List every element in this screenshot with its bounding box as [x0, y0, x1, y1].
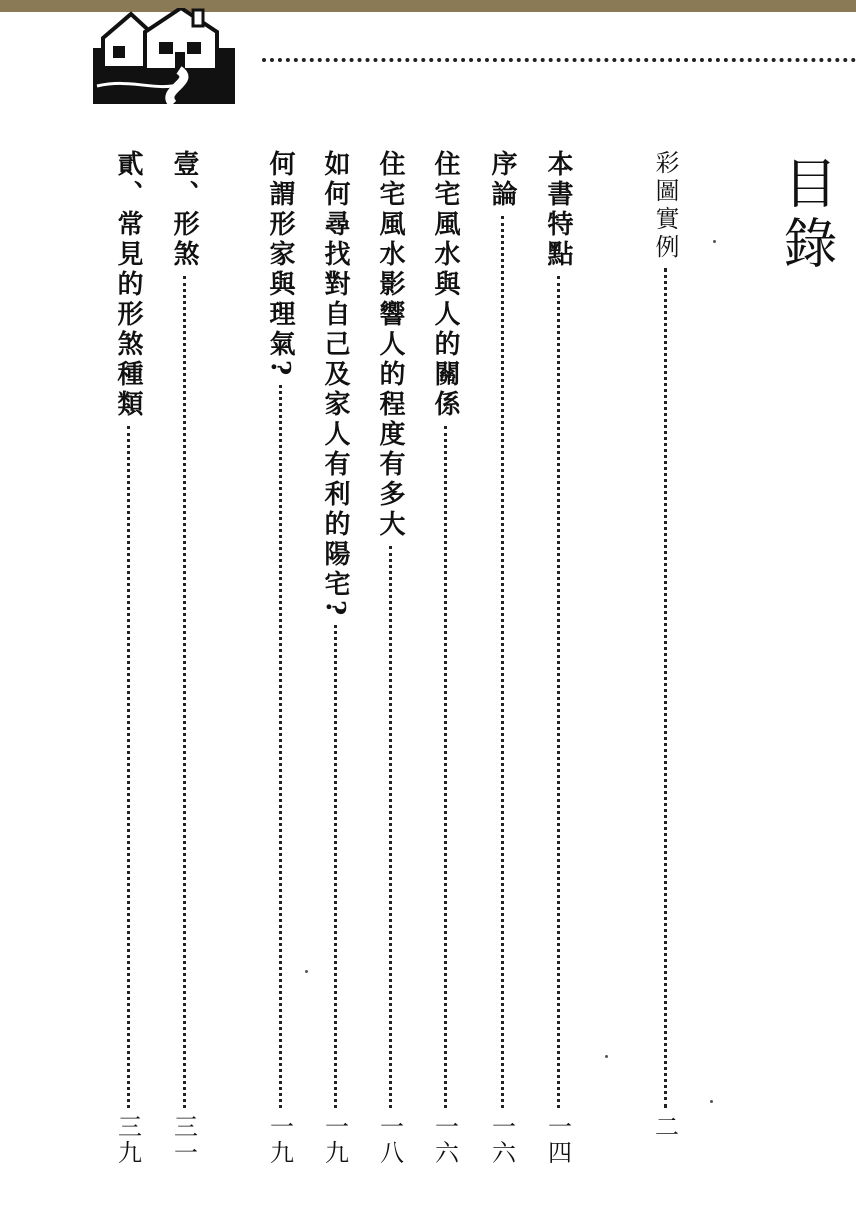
dot-leader: [389, 546, 392, 1108]
scan-speck: [305, 970, 308, 973]
toc-entry[interactable]: [167, 150, 201, 1170]
toc-page-number: 一九: [265, 1114, 294, 1166]
toc-entry-label: 住宅風水影響人的程度有多大: [375, 150, 405, 540]
toc-entry[interactable]: [111, 150, 145, 1170]
toc-entry-label: 何謂形家與理氣?: [265, 150, 295, 380]
toc-page-number: 二: [650, 1114, 679, 1140]
toc-entry-label: 本書特點: [543, 150, 573, 270]
dot-leader: [127, 426, 130, 1108]
toc-entry[interactable]: [263, 150, 297, 1170]
house-logo-icon: [93, 8, 235, 104]
scan-speck: [713, 240, 716, 243]
toc-entry[interactable]: [428, 150, 462, 1170]
toc-page-number: 一九: [320, 1114, 349, 1166]
dot-leader: [334, 625, 337, 1108]
toc-page-number: 一八: [375, 1114, 404, 1166]
toc-entry-label: 壹、形煞: [169, 150, 199, 270]
toc-entry-label: 貳、常見的形煞種類: [113, 150, 143, 420]
toc-entry[interactable]: [485, 150, 519, 1170]
dot-leader: [279, 385, 282, 1108]
toc-entry[interactable]: [541, 150, 575, 1170]
toc-entry[interactable]: [648, 150, 682, 1170]
dot-leader: [183, 276, 186, 1108]
toc-entry[interactable]: [373, 150, 407, 1170]
toc-page-number: 一六: [430, 1114, 459, 1166]
toc-page-number: 一六: [487, 1114, 516, 1166]
toc-entry[interactable]: [318, 150, 352, 1170]
toc-page-number: 一四: [543, 1114, 572, 1166]
toc-entry-label: 如何尋找對自己及家人有利的陽宅?: [320, 150, 350, 620]
toc-page-number: 三九: [113, 1114, 142, 1166]
toc-entry-label: 住宅風水與人的關係: [430, 150, 460, 420]
dot-leader: [501, 216, 504, 1108]
page-title: 目錄: [775, 155, 838, 275]
toc-entry-label: 序論: [487, 150, 517, 210]
scan-speck: [605, 1055, 608, 1058]
toc-entry-label: 彩圖實例: [651, 150, 679, 262]
dot-leader: [664, 268, 667, 1108]
dot-leader: [444, 426, 447, 1108]
header-dotted-rule: [262, 58, 856, 70]
scan-speck: [710, 1100, 713, 1103]
dot-leader: [557, 276, 560, 1108]
toc-page-number: 三一: [169, 1114, 198, 1166]
